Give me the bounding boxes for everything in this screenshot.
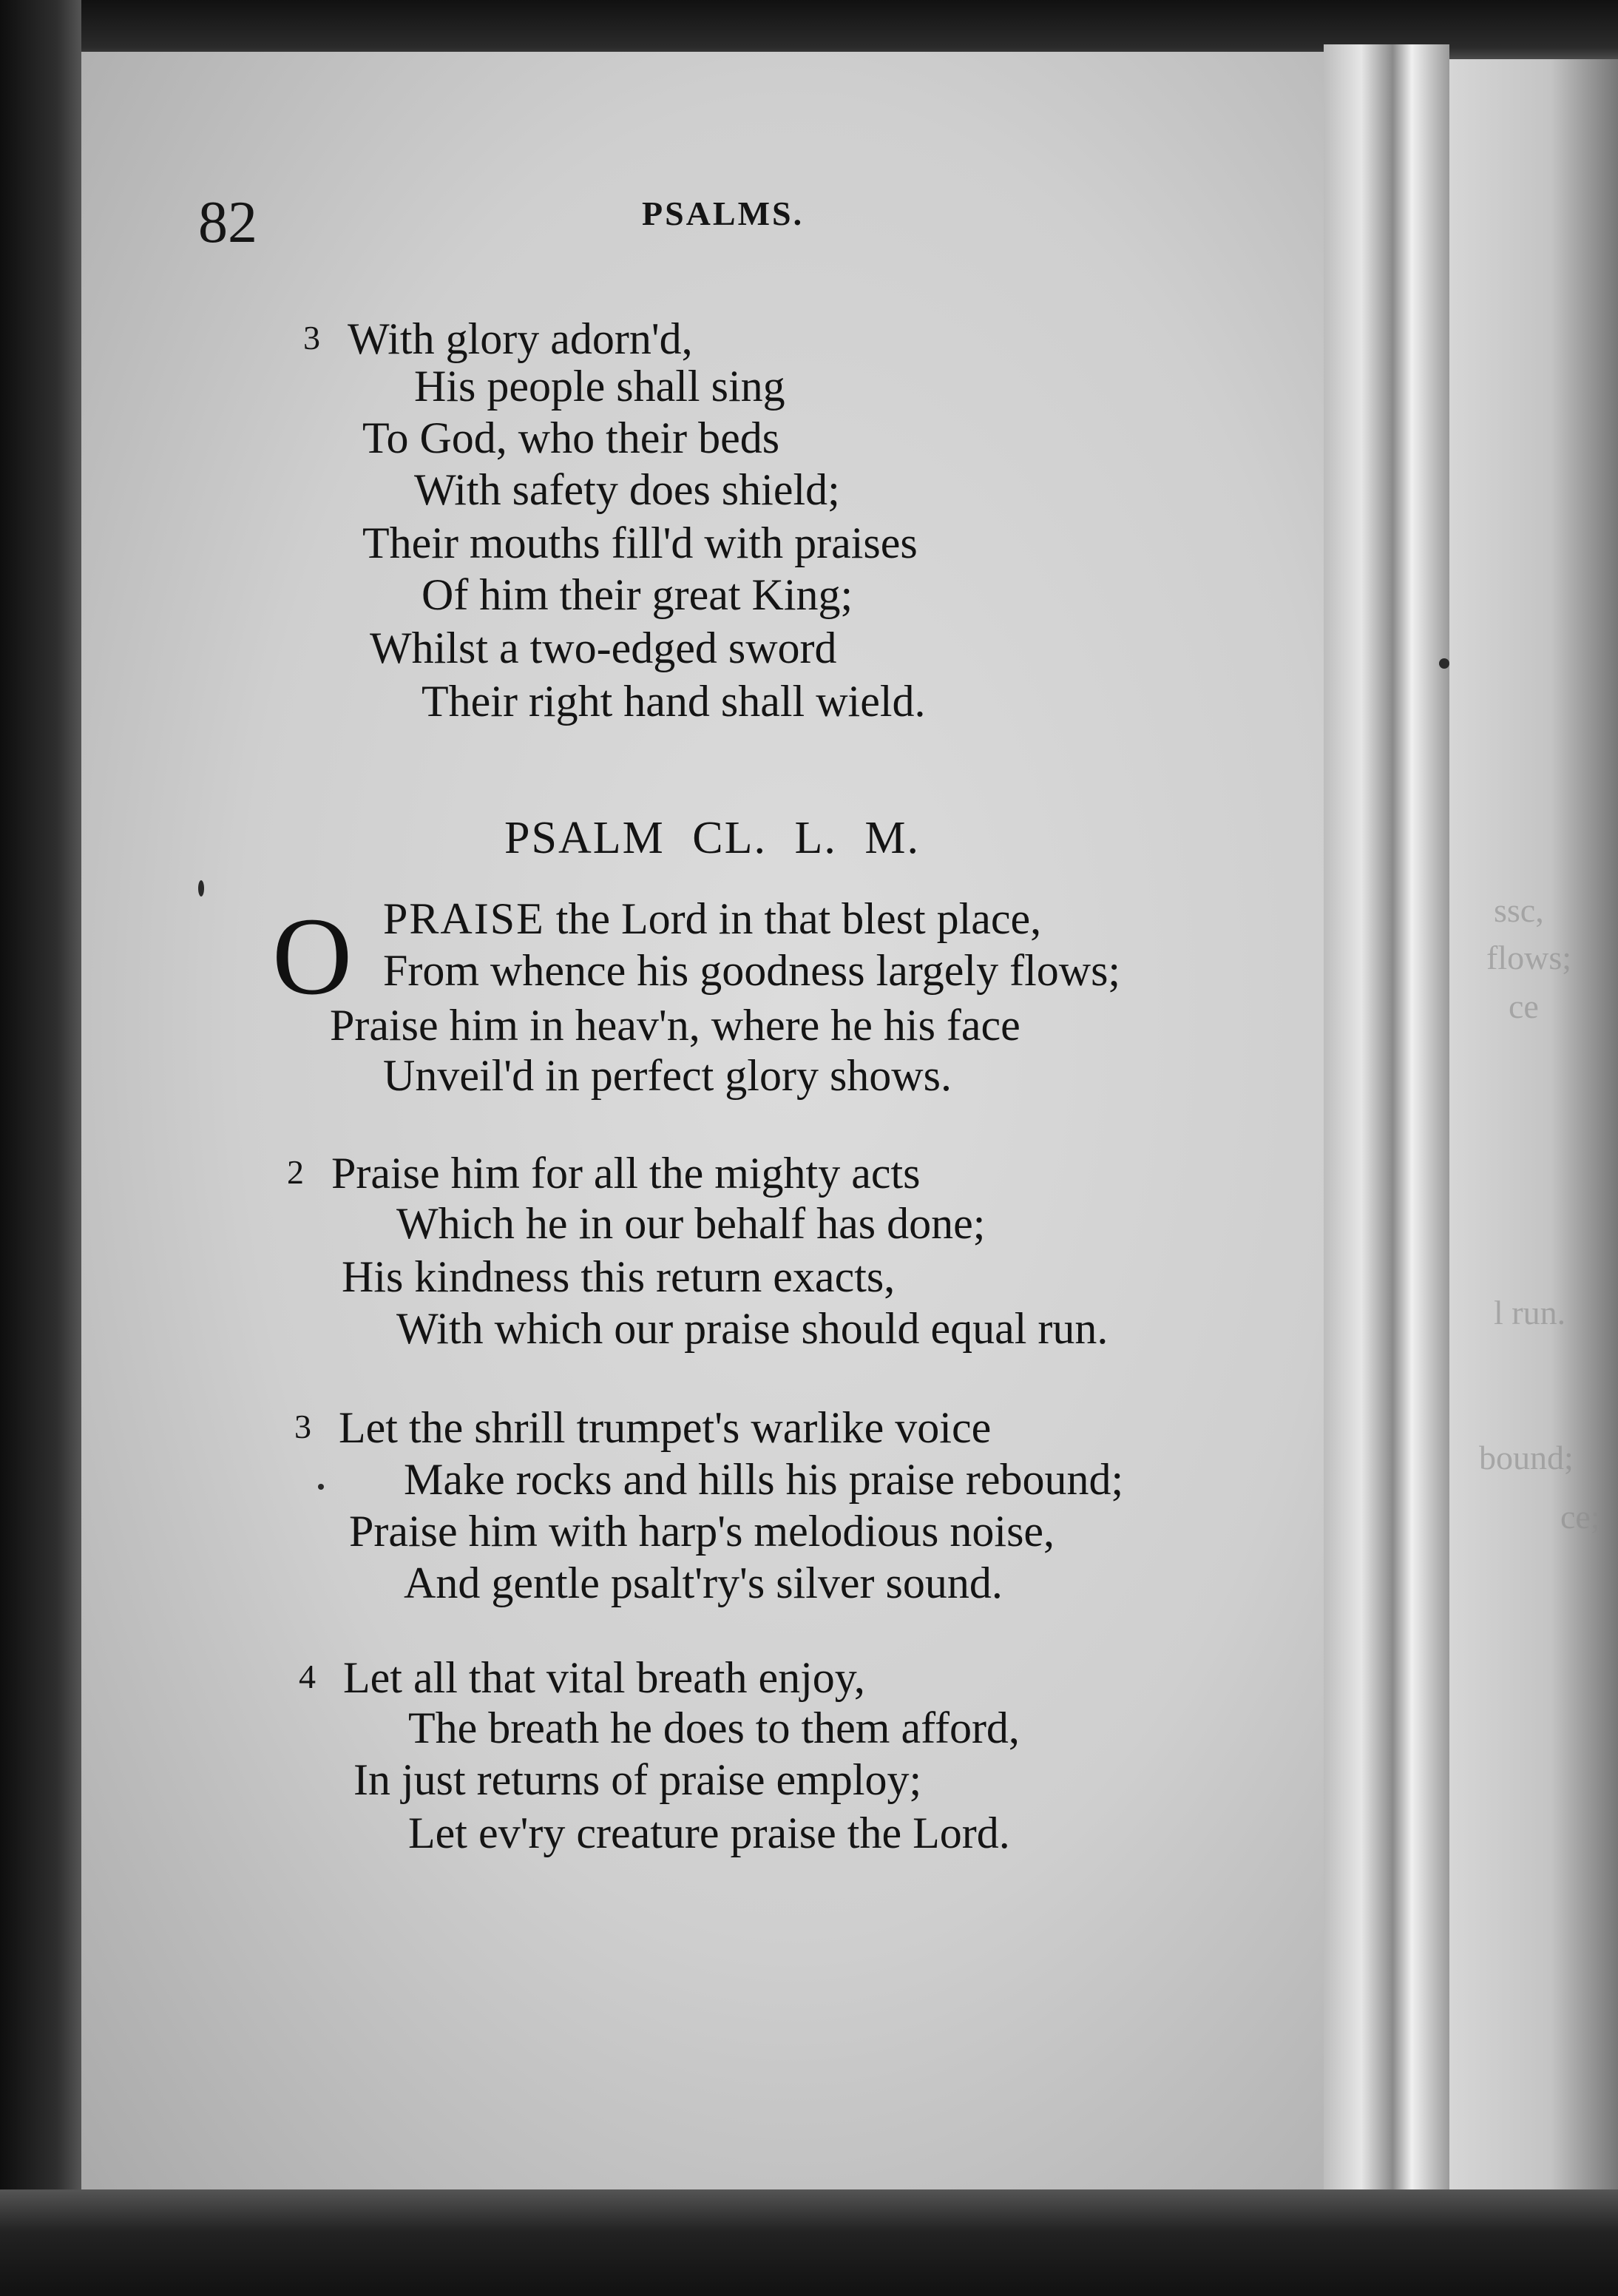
- verse-line: With which our praise should equal run.: [396, 1304, 1108, 1353]
- verse-line: Their right hand shall wield.: [422, 677, 926, 726]
- verse-line: 3 Let the shrill trumpet's warlike voice: [294, 1403, 992, 1452]
- facing-fragment: ce;: [1560, 1498, 1600, 1536]
- scan-border-left: [0, 0, 81, 2296]
- verse-line: To God, who their beds: [362, 413, 780, 462]
- verse-number: 2: [287, 1153, 304, 1191]
- verse-line: 2 Praise him for all the mighty acts: [287, 1149, 921, 1198]
- running-head: PSALMS.: [642, 195, 805, 232]
- facing-page: [1449, 59, 1618, 2189]
- verse-line: With safety does shield;: [414, 465, 840, 514]
- verse-line: From whence his goodness largely flows;: [383, 946, 1121, 995]
- scan-border-bottom: [0, 2189, 1618, 2296]
- verse-line: Their mouths fill'd with praises: [362, 519, 918, 567]
- verse-line: In just returns of praise employ;: [353, 1755, 922, 1804]
- verse-line: 4 Let all that vital breath enjoy,: [299, 1653, 865, 1702]
- verse-line: Which he in our behalf has done;: [396, 1199, 986, 1248]
- verse-number: 4: [299, 1658, 316, 1695]
- verse-line: Of him their great King;: [422, 570, 853, 619]
- dust-speck: [198, 880, 204, 897]
- verse-line: Let ev'ry creature praise the Lord.: [408, 1809, 1010, 1857]
- verse-line: 3 With glory adorn'd,: [303, 314, 693, 363]
- verse-line: Whilst a two-edged sword: [370, 624, 837, 672]
- facing-fragment: flows;: [1486, 939, 1571, 976]
- dust-speck: [318, 1484, 324, 1490]
- verse-line: Make rocks and hills his praise rebound;: [404, 1455, 1124, 1504]
- verse-line: PRAISE the Lord in that blest place,: [383, 894, 1042, 943]
- book-gutter: [1324, 44, 1449, 2189]
- psalm-heading: PSALM CL. L. M.: [504, 813, 920, 863]
- facing-fragment: ssc,: [1494, 891, 1544, 929]
- verse-line: And gentle psalt'ry's silver sound.: [404, 1559, 1003, 1607]
- first-word: PRAISE: [383, 894, 545, 943]
- facing-fragment: ce: [1509, 987, 1539, 1025]
- dust-speck: [1439, 658, 1449, 669]
- verse-number: 3: [294, 1408, 311, 1445]
- verse-number: 3: [303, 319, 320, 357]
- verse-line: His kindness this return exacts,: [342, 1252, 896, 1301]
- facing-fragment: bound;: [1479, 1439, 1574, 1476]
- verse-line: The breath he does to them afford,: [408, 1704, 1020, 1752]
- drop-cap: O: [272, 895, 353, 1018]
- verse-line: Unveil'd in perfect glory shows.: [383, 1051, 952, 1100]
- verse-line: His people shall sing: [414, 362, 785, 411]
- verse-line: Praise him in heav'n, where he his face: [330, 1001, 1020, 1050]
- facing-fragment: l run.: [1494, 1294, 1566, 1331]
- page-number: 82: [198, 190, 257, 255]
- verse-line: Praise him with harp's melodious noise,: [349, 1507, 1055, 1556]
